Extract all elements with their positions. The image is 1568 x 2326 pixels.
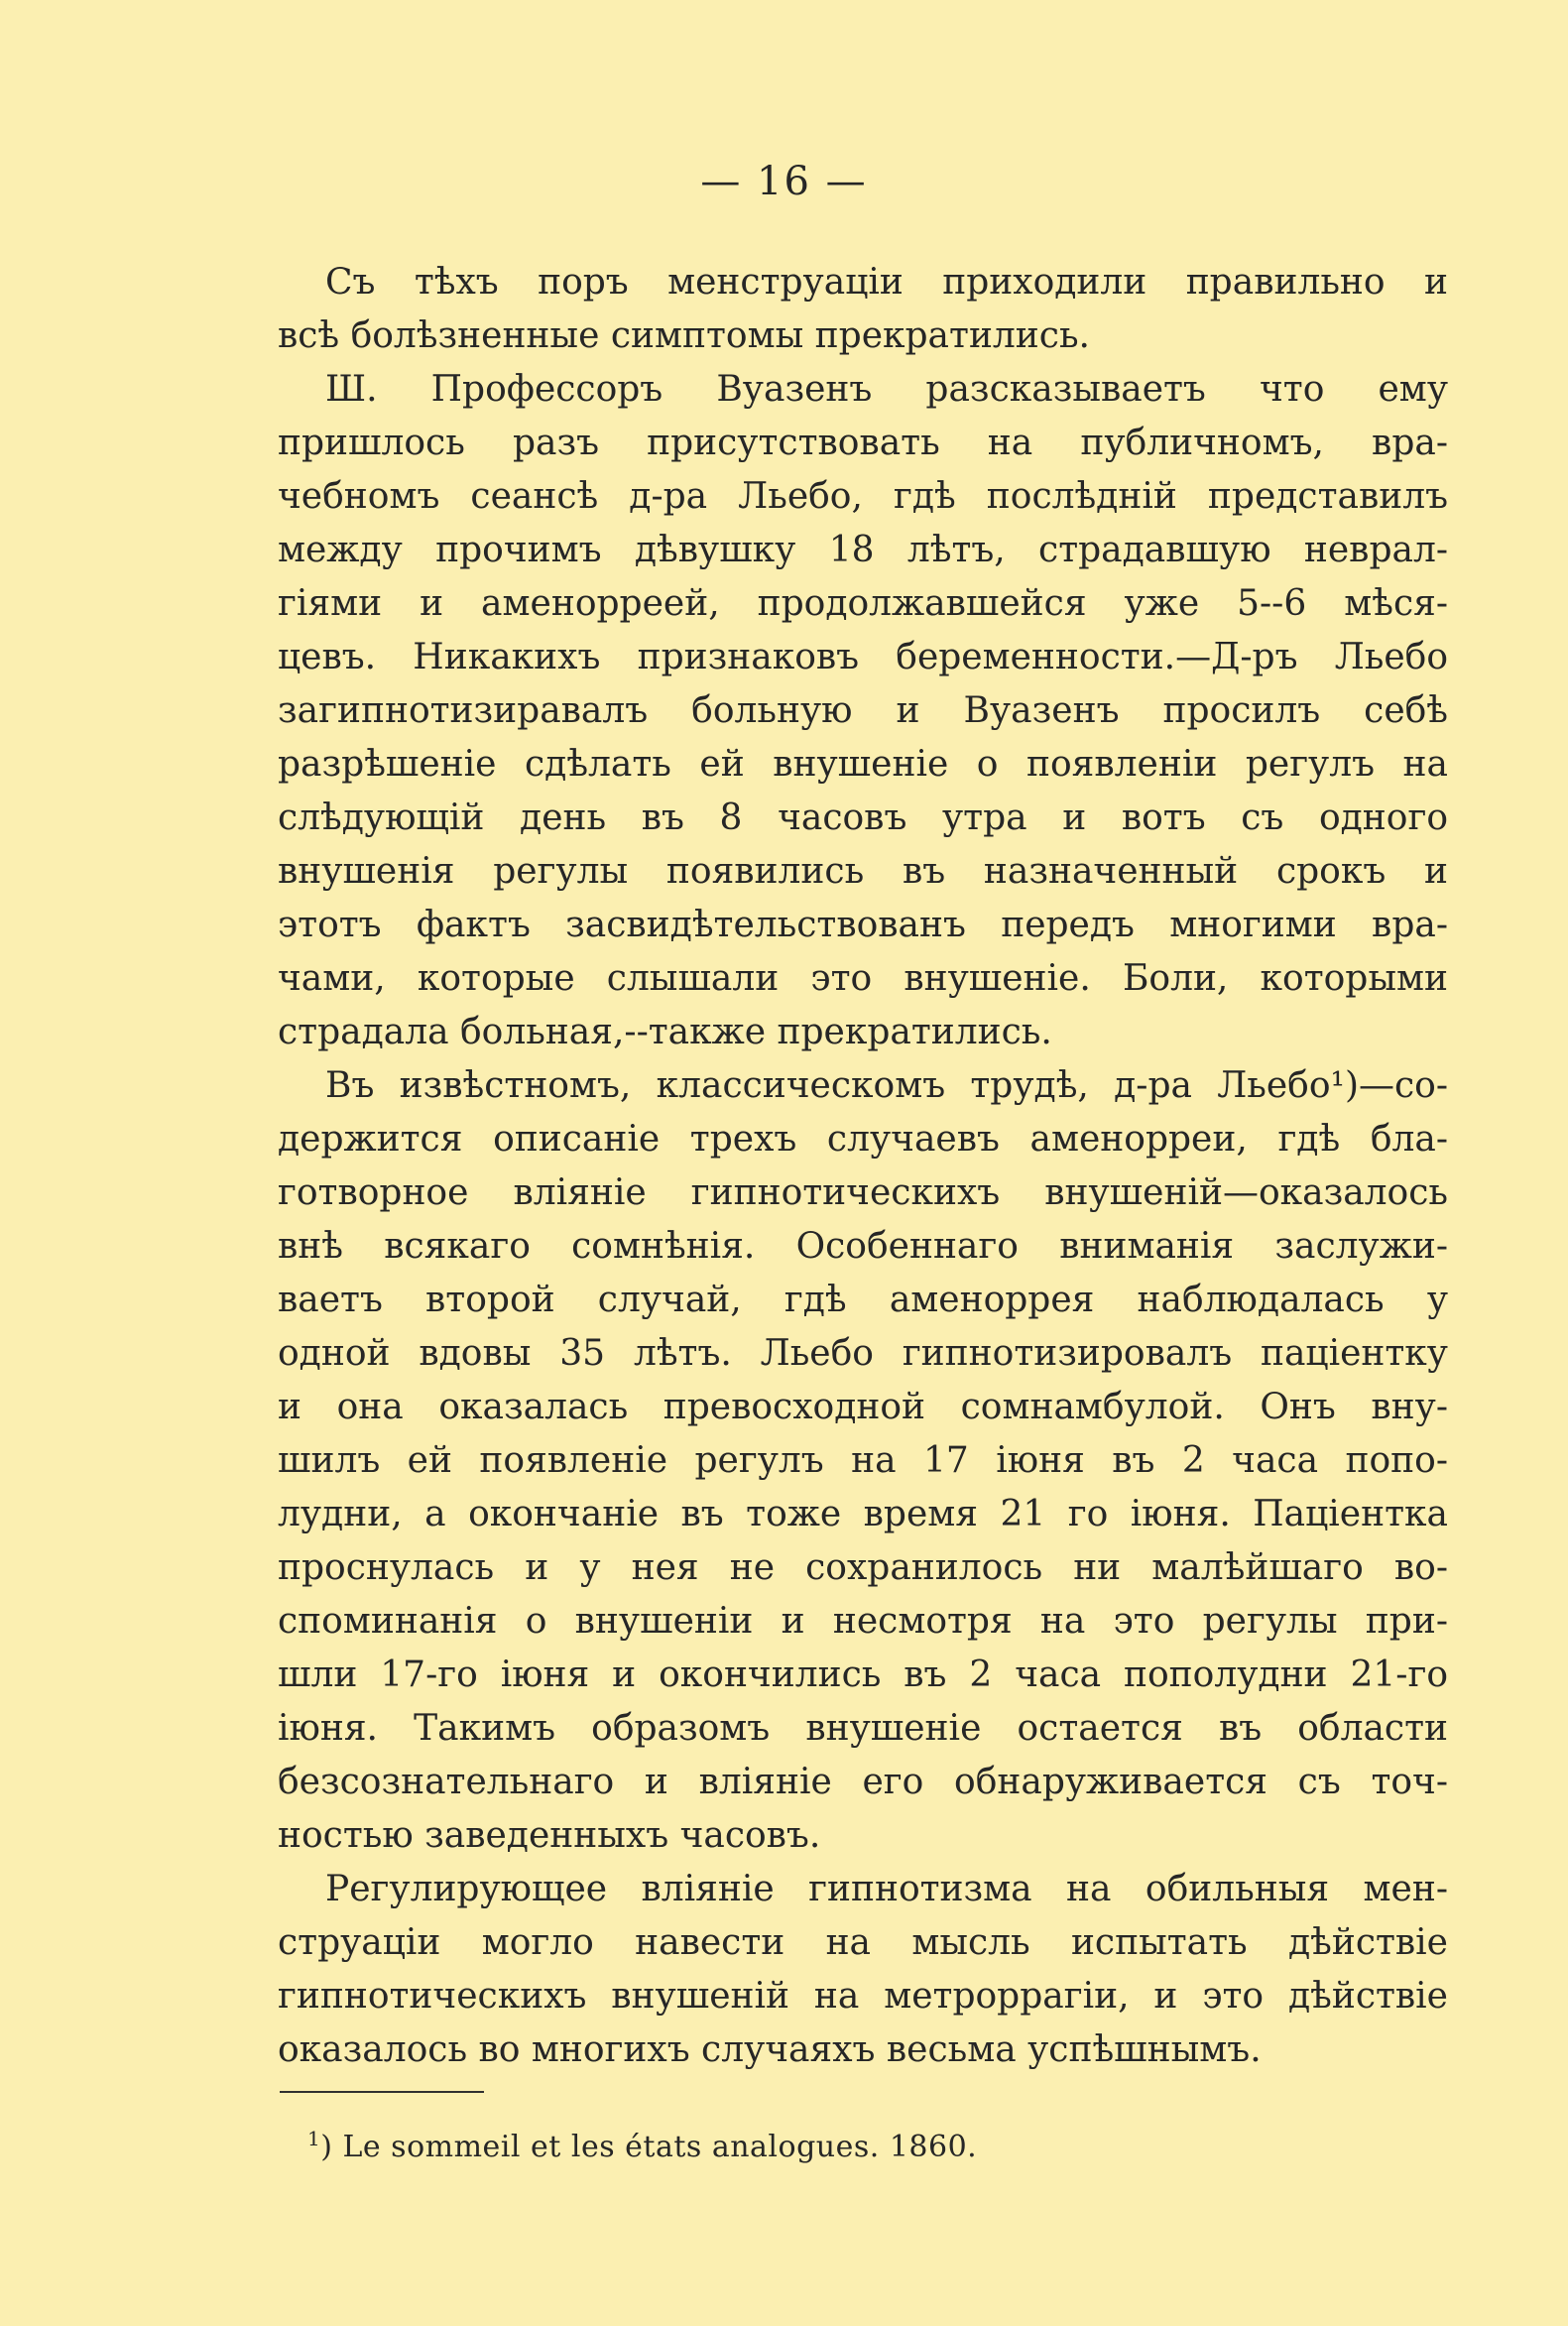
text-line: оказалось во многихъ случаяхъ весьма успѣшнымъ. — [278, 2029, 1262, 2070]
text-line: слѣдующій день въ 8 часовъ утра и вотъ съ одного — [278, 797, 1448, 838]
footnote-marker: 1 — [307, 2127, 321, 2150]
text-line: этотъ фактъ засвидѣтельствованъ передъ многими вра- — [278, 905, 1448, 945]
text-line: чами, которые слышали это внушеніе. Боли, которыми — [278, 958, 1448, 999]
text-line: іюня. Такимъ образомъ внушеніе остается въ области — [278, 1708, 1448, 1749]
text-line: Въ извѣстномъ, классическомъ трудѣ, д-ра Льебо¹)—со- — [325, 1065, 1448, 1106]
text-line: и она оказалась превосходной сомнамбулой. Онъ вну- — [278, 1387, 1448, 1427]
text-line: загипнотизиравалъ больную и Вуазенъ просилъ себѣ — [278, 690, 1448, 731]
text-line: струаціи могло навести на мысль испытать дѣйствіе — [278, 1922, 1448, 1963]
text-line: гипнотическихъ внушеній на метроррагіи, и это дѣйствіе — [278, 1976, 1448, 2017]
text-line: Регулирующее вліяніе гипнотизма на обильныя мен- — [325, 1869, 1448, 1909]
text-line: чебномъ сеансѣ д-ра Льебо, гдѣ послѣдній представилъ — [278, 476, 1448, 517]
text-line: проснулась и у нея не сохранилось ни малѣйшаго во- — [278, 1547, 1448, 1588]
text-line: между прочимъ дѣвушку 18 лѣтъ, страдавшую неврал- — [278, 530, 1448, 570]
text-line: ваетъ второй случай, гдѣ аменоррея наблюдалась у — [278, 1280, 1448, 1320]
text-line: цевъ. Никакихъ признаковъ беременности.—Д-ръ Льебо — [278, 637, 1448, 677]
text-line: страдала больная,--также прекратились. — [278, 1012, 1052, 1052]
text-line: всѣ болѣзненные симптомы прекратились. — [278, 315, 1090, 356]
text-line: споминанія о внушеніи и несмотря на это регулы при- — [278, 1601, 1448, 1642]
page-number: — 16 — — [700, 159, 868, 204]
text-line: лудни, а окончаніе въ тоже время 21 го іюня. Паціентка — [278, 1494, 1448, 1534]
footnote-text: ) Le sommeil et les états analogues. 1860. — [320, 2130, 978, 2164]
text-line: внѣ всякаго сомнѣнія. Особеннаго вниманія заслужи- — [278, 1226, 1448, 1267]
text-line: гіями и аменорреей, продолжавшейся уже 5--6 мѣся- — [278, 583, 1448, 624]
footnote — [307, 2116, 977, 2170]
text-line: шли 17-го іюня и окончились въ 2 часа пополудни 21-го — [278, 1654, 1448, 1695]
text-line: одной вдовы 35 лѣтъ. Льебо гипнотизировалъ паціентку — [278, 1333, 1448, 1374]
text-line: разрѣшеніе сдѣлать ей внушеніе о появленіи регулъ на — [278, 744, 1448, 785]
text-line: Съ тѣхъ поръ менструаціи приходили правильно и — [325, 262, 1448, 303]
body-text — [278, 256, 1448, 2077]
text-line: Ш. Профессоръ Вуазенъ разсказываетъ что ему — [325, 369, 1448, 410]
text-line: готворное вліяніе гипнотическихъ внушеній—оказалось — [278, 1172, 1448, 1213]
text-line: держится описаніе трехъ случаевъ аменорреи, гдѣ бла- — [278, 1119, 1448, 1160]
footnote-divider — [280, 2091, 484, 2093]
text-line: внушенія регулы появились въ назначенный срокъ и — [278, 851, 1448, 892]
text-line: пришлось разъ присутствовать на публичномъ, вра- — [278, 423, 1448, 463]
text-line: безсознательнаго и вліяніе его обнаруживается съ точ- — [278, 1762, 1448, 1802]
text-line: ностью заведенныхъ часовъ. — [278, 1815, 821, 1856]
text-line: шилъ ей появленіе регулъ на 17 іюня въ 2 часа попо- — [278, 1440, 1448, 1481]
